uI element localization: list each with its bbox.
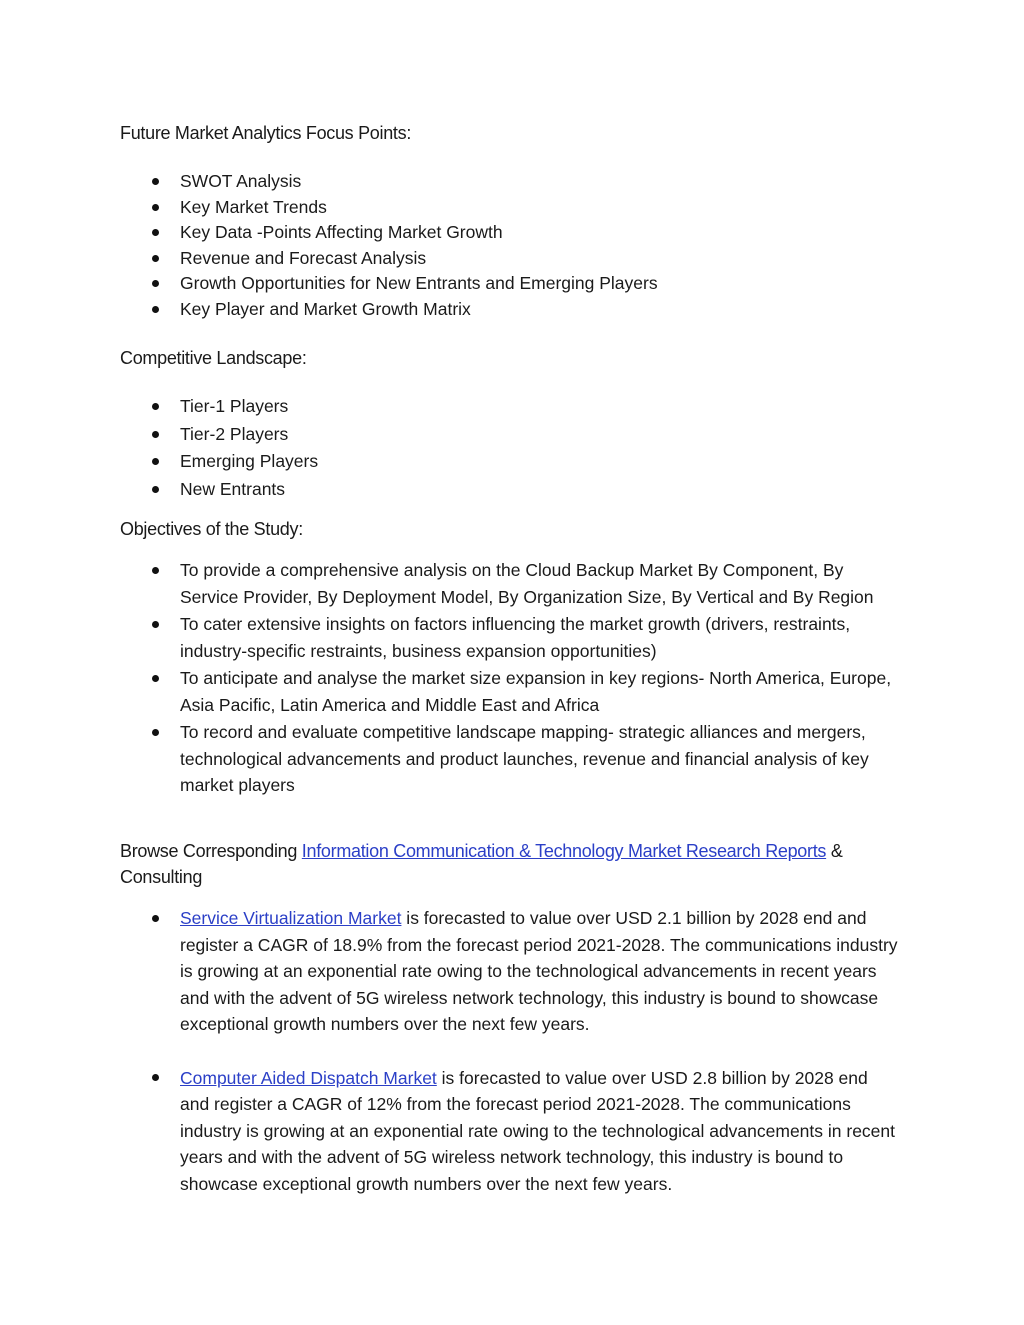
list-item: To record and evaluate competitive landscape mapping- strategic alliances and mergers, technological advancements and product launches, revenue and financial analysis of key market players <box>0 719 900 799</box>
list-item: Revenue and Forecast Analysis <box>0 246 900 272</box>
list-item <box>0 905 900 1038</box>
objectives-heading: Objectives of the Study: <box>120 519 303 539</box>
computer-aided-dispatch-link[interactable]: Computer Aided Dispatch Market <box>180 1067 437 1088</box>
browse-heading-prefix: Browse Corresponding <box>120 841 302 861</box>
browse-list <box>0 905 900 1197</box>
list-item: To anticipate and analyse the market size expansion in key regions- North America, Europe, Asia Pacific, Latin America and Middle East and Africa <box>0 665 900 718</box>
list-item: Key Player and Market Growth Matrix <box>0 297 900 323</box>
list-item-text: is forecasted to value over USD 2.1 billion by 2028 end and register a CAGR of 18.9% from the forecast period 2021-2028. The communications industry is growing at an exponential rate owing to the technological advancements in recent years and with the advent of 5G wireless network technology, this industry is bound to showcase exceptional growth numbers over the next few years. <box>180 908 898 1034</box>
list-item: Key Data -Points Affecting Market Growth <box>0 220 900 246</box>
list-item: Tier-1 Players <box>0 393 900 421</box>
list-item: New Entrants <box>0 476 900 504</box>
list-item: Growth Opportunities for New Entrants and Emerging Players <box>0 271 900 297</box>
list-item: Key Market Trends <box>0 195 900 221</box>
list-item <box>0 1065 900 1198</box>
competitive-list <box>0 393 900 503</box>
competitive-heading: Competitive Landscape: <box>120 348 307 368</box>
focus-heading: Future Market Analytics Focus Points: <box>120 123 412 143</box>
list-item: SWOT Analysis <box>0 169 900 195</box>
focus-list <box>0 169 900 322</box>
list-item-text: is forecasted to value over USD 2.8 billion by 2028 end and register a CAGR of 12% from the forecast period 2021-2028. The communications industry is growing at an exponential rate owing to the technological advancements in recent years and with the advent of 5G wireless network technology, this industry is bound to showcase exceptional growth numbers over the next few years. <box>180 1067 896 1194</box>
ict-reports-link[interactable]: Information Communication & Technology Market Research Reports <box>301 841 827 861</box>
list-item: Emerging Players <box>0 448 900 476</box>
list-item: To provide a comprehensive analysis on the Cloud Backup Market By Component, By Service Provider, By Deployment Model, By Organization Size, By Vertical and By Region <box>0 557 900 610</box>
browse-heading <box>120 838 900 890</box>
service-virtualization-link[interactable]: Service Virtualization Market <box>180 908 402 928</box>
objectives-list <box>0 557 900 799</box>
browse-heading-suffix: & Consulting <box>120 841 843 887</box>
list-item: Tier-2 Players <box>0 421 900 449</box>
list-item: To cater extensive insights on factors influencing the market growth (drivers, restraints, industry-specific restraints, business expansion opportunities) <box>0 611 900 664</box>
